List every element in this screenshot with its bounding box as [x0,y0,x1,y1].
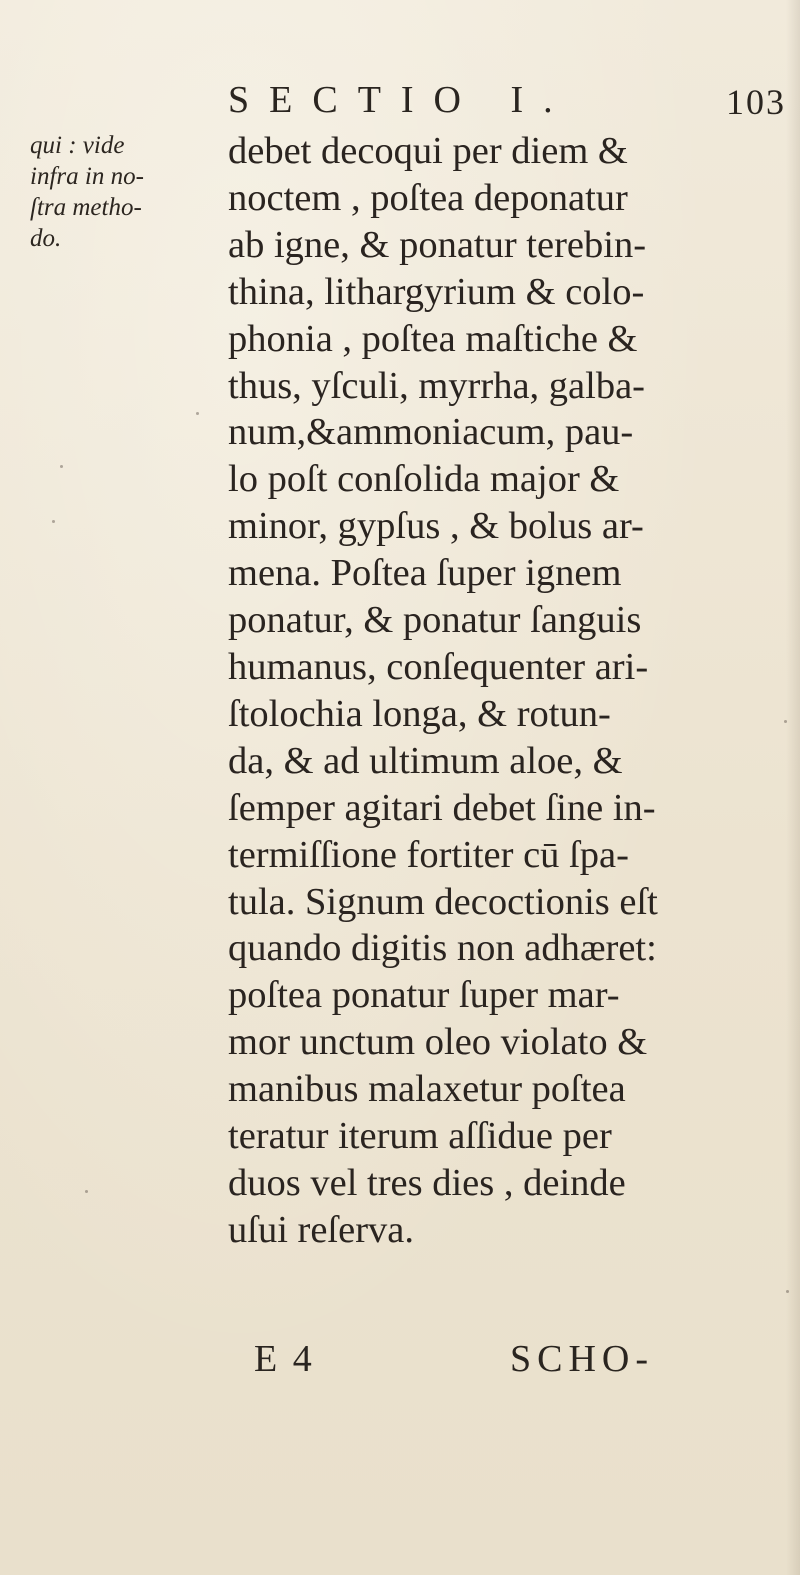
paper-speck [786,1290,789,1293]
text-line: tula. Signum decoctionis eſt [228,880,658,923]
body-text [228,128,788,1254]
text-line: ſemper agitari debet ſine in- [228,786,656,829]
text-line: lo poſt conſolida major & [228,458,620,501]
running-head: SECTIO I. [228,79,573,121]
text-line: ponatur, & ponatur ſanguis [228,599,642,642]
text-line: thus, yſculi, myrrha, galba- [228,364,645,407]
text-line: ſtolochia longa, & rotun- [228,692,611,735]
text-line: noctem , poſtea deponatur [228,176,628,219]
paper-speck [196,412,199,415]
text-line: thina, lithargyrium & colo- [228,270,645,313]
page-edge-shadow [786,0,800,1575]
text-line: mor unctum oleo violato & [228,1021,648,1064]
text-line: debet decoqui per diem & [228,130,628,172]
text-line: quando digitis non adhæret: [228,927,657,970]
text-line: da, & ad ultimum aloe, & [228,739,623,782]
page-footer [228,1336,788,1384]
marginal-note-line: ſtra metho- [30,194,142,221]
text-line: manibus malaxetur poſtea [228,1068,626,1111]
text-line: duos vel tres dies , deinde [228,1161,626,1204]
paper-speck [784,720,787,723]
paper-speck [52,520,55,523]
text-line: phonia , poſtea maſtiche & [228,317,638,360]
text-line: num,&ammoniacum, pau- [228,411,634,454]
text-line: ab igne, & ponatur terebin- [228,223,647,266]
text-line: humanus, conſequenter ari- [228,645,649,688]
text-line: teratur iterum aſſidue per [228,1115,612,1158]
text-line: uſui reſerva. [228,1208,414,1251]
marginal-note-line: do. [30,225,62,252]
catchword: SCHO- [510,1338,655,1380]
text-line: termiſſione fortiter cū ſpa- [228,833,629,876]
marginal-note [30,130,216,254]
signature-mark: E 4 [254,1338,315,1380]
text-line: minor, gypſus , & bolus ar- [228,505,644,548]
paper-speck [60,465,63,468]
page-header [228,78,796,122]
marginal-note-line: qui : vide [30,132,125,159]
marginal-note-line: infra in no- [30,163,144,190]
page-number: 103 [726,82,786,122]
text-line: mena. Poſtea ſuper ignem [228,552,622,595]
paper-speck [85,1190,88,1193]
text-line: poſtea ponatur ſuper mar- [228,974,620,1017]
